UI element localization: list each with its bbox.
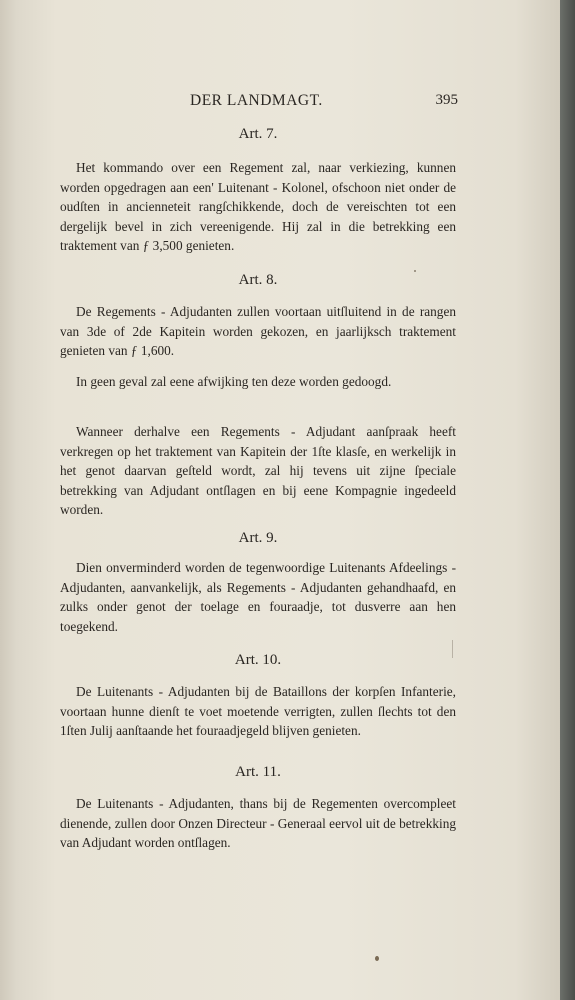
paragraph-art10: De Luitenants - Adjudanten bij de Bataillons der korpſen Infanterie, voortaan hunne dienſt te voet moetende verrigten, zullen ſlechts tot den 1ſten Julij aanſtaande het fouraadjegeld blijven genieten.	[60, 684, 456, 739]
page-number: 395	[435, 92, 458, 108]
paragraph-art8-c: Wanneer derhalve een Regements - Adjudant aanſpraak heeft verkregen op het traktement van Kapitein der 1ſte klasſe, en werkelijk in het genot daarvan geſteld wordt, zal hij tevens uit zijne ſpeciale betrekking van Adjudant ontſlagen en bij eene Kompagnie ingedeeld worden.	[60, 424, 456, 518]
paragraph-art8-b: In geen geval zal eene afwijking ten deze worden gedoogd.	[76, 374, 392, 389]
article-heading-11: Art. 11.	[235, 764, 281, 780]
article-heading-10: Art. 10.	[234, 652, 282, 668]
article-heading-8: Art. 8.	[238, 272, 278, 288]
paper-speck	[375, 956, 379, 961]
book-edge	[560, 0, 575, 1000]
paragraph-art7: Het kommando over een Regement zal, naar verkiezing, kunnen worden opgedragen aan een' Luitenant - Kolonel, ofschoon niet onder de oudſten in ancienneteit rangſchikkende, doch de vereischten tot een dergelijk bevel in zich vereenigende. Hij zal in die betrekking een traktement van ƒ 3,500 genieten.	[60, 160, 456, 254]
paragraph-art8-a: De Regements - Adjudanten zullen voortaan uitſluitend in de rangen van 3de of 2de Kapitein worden gekozen, en jaarlijksch traktement genieten van ƒ 1,600.	[60, 304, 456, 359]
article-heading-7: Art. 7.	[238, 126, 278, 142]
paragraph-art11: De Luitenants - Adjudanten, thans bij de Regementen overcompleet dienende, zullen door Onzen Directeur - Generaal eervol uit de betrekking van Adjudant worden ontſlagen.	[60, 796, 456, 851]
paper-speck	[414, 270, 416, 272]
article-heading-9: Art. 9.	[238, 530, 278, 546]
running-head	[60, 92, 460, 114]
paragraph-art9: Dien onverminderd worden de tegenwoordige Luitenants Afdeelings - Adjudanten, aanvankelijk, als Regements - Adjudanten gehandhaafd, en zulks onder genot der toelage en fouraadje, tot dusverre aan hen toegekend.	[60, 560, 456, 634]
paper-mark	[452, 640, 453, 658]
running-head-title: DER LANDMAGT.	[190, 92, 323, 109]
